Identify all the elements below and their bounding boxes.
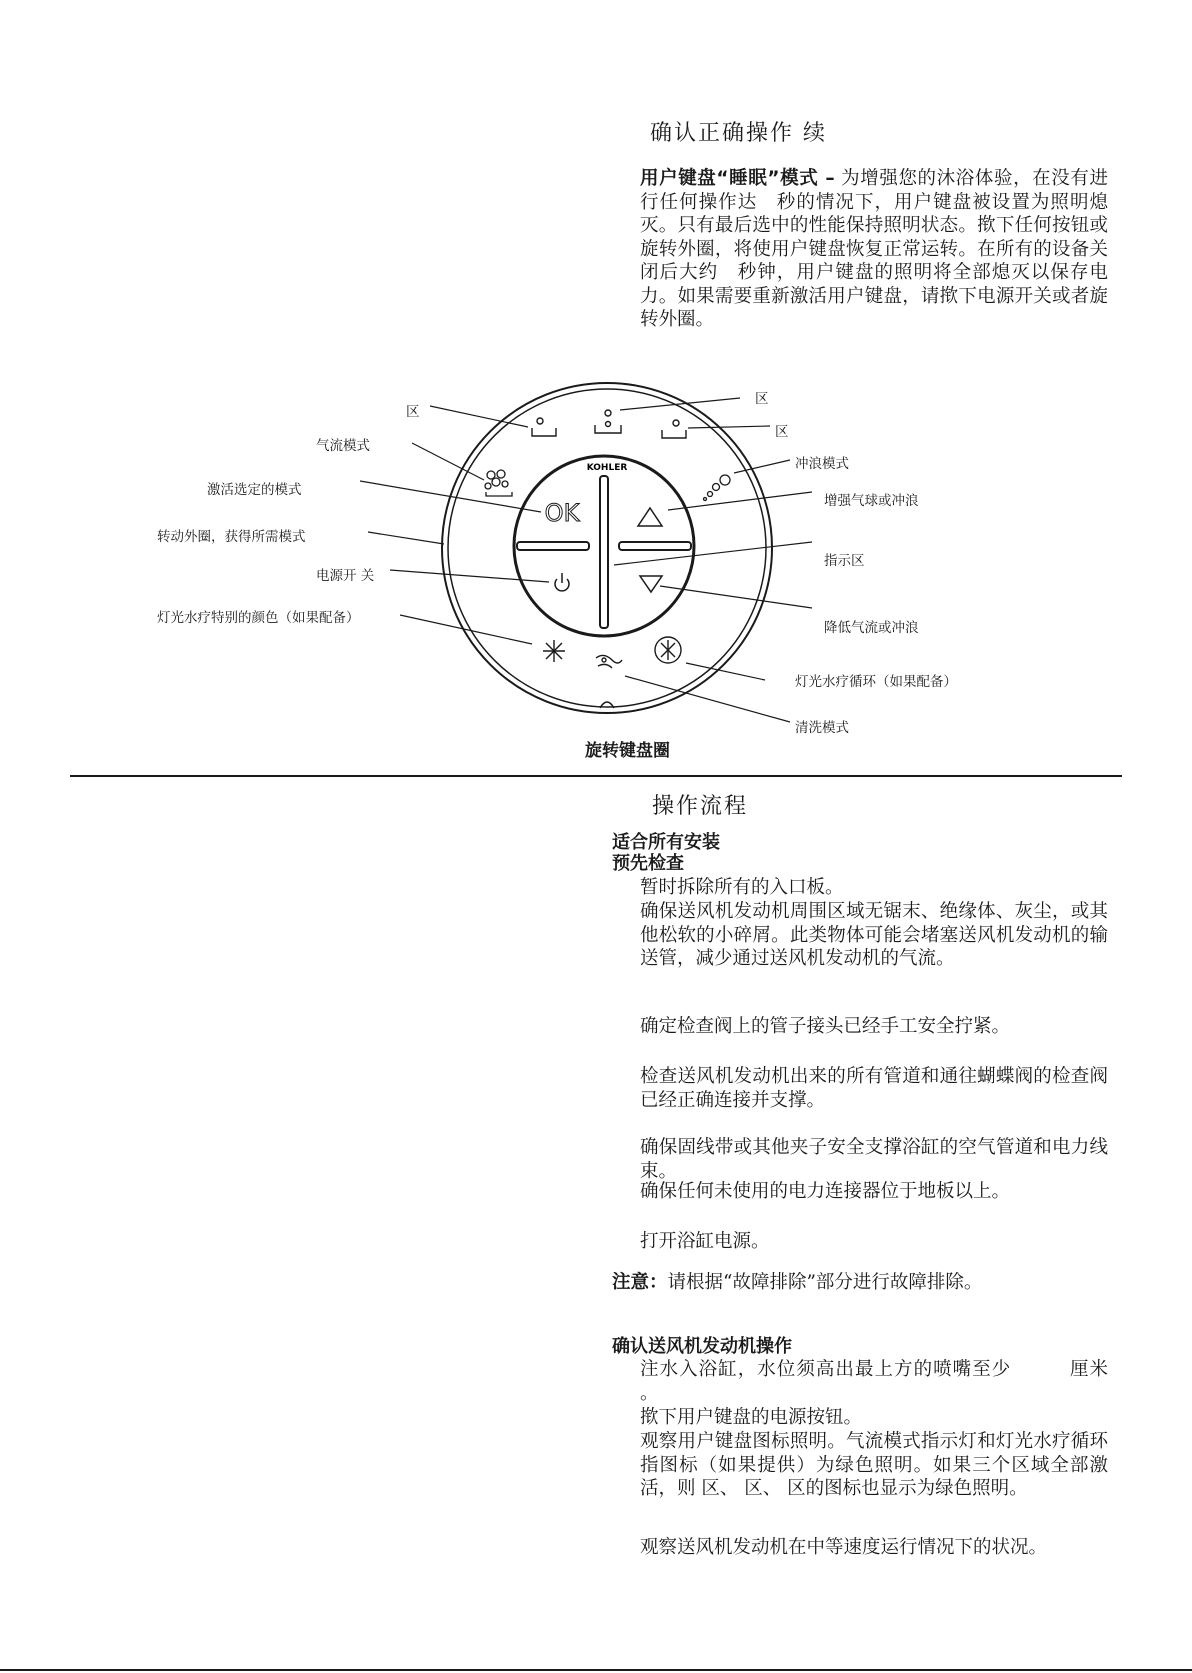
diagram-caption: 旋转键盘圈 [585,741,670,761]
surge-mode-icon[interactable] [704,475,731,501]
ok-button[interactable]: OK [544,499,580,527]
sleep-mode-body: 为增强您的沐浴体验，在没有进行任何操作达 秒的情况下，用户键盘被设置为照明熄灭。只有最后选中的性能保持照明状态。揿下任何按钮或旋转外圈，将使用户键盘恢复正常运转。在所有的设备关闭后大约 秒钟，用户键盘的照明将全部熄灭以保存电力。如果需要重新激活用户键盘，请揿下电源开关或者旋转外圈。 [640,168,1108,330]
left-bar [517,542,589,550]
step-connectors-above-floor: 确保任何未使用的电力连接器位于地板以上。 [640,1181,1011,1202]
increase-button[interactable] [638,508,662,526]
label-zone-c: 区 [775,424,789,440]
decrease-button[interactable] [640,576,662,592]
keypad-diagram [0,370,1192,740]
power-button[interactable] [555,573,569,591]
subhead-confirm-blower: 确认送风机发动机操作 [612,1336,792,1357]
zone-1-icon[interactable] [532,418,556,436]
sleep-mode-paragraph [640,167,1108,332]
step-check-valve-fittings: 确定检查阀上的管子接头已经手工安全拧紧。 [640,1016,1011,1037]
right-bar [619,542,691,550]
zone-3-icon[interactable] [662,420,686,438]
light-color-icon[interactable] [543,640,565,662]
vertical-bar [600,476,608,628]
page-bottom-rule [0,1669,1192,1671]
subhead-pre-check: 预先检查 [612,853,684,874]
label-airflow-mode: 气流模式 [316,438,370,454]
note-label: 注意： [612,1272,668,1293]
light-cycle-icon[interactable] [655,637,681,663]
section-divider [70,775,1122,777]
step-observe-blower: 观察送风机发动机在中等速度运行情况下的状况。 [640,1537,1048,1558]
label-zone-a: 区 [406,404,420,420]
label-light-cycle: 灯光水疗循环（如果配备） [795,674,957,690]
step-check-piping: 检查送风机发动机出来的所有管道和通往蝴蝶阀的检查阀已经正确连接并支撑。 [640,1066,1108,1111]
label-rotate-ring: 转动外圈，获得所需模式 [157,529,306,545]
center-disc [514,456,694,636]
step-clear-debris: 确保送风机发动机周围区域无锯末、绝缘体、灰尘，或其他松软的小碎屑。此类物体可能会堵塞送风机发动机的输送管，减少通过送风机发动机的气流。 [640,901,1108,969]
step-observe-icons: 观察用户键盘图标照明。气流模式指示灯和灯光水疗循环指图标（如果提供）为绿色照明。如果三个区域全部激活，则 区、 区、 区的图标也显示为绿色照明。 [640,1431,1108,1499]
subhead-all-installations: 适合所有安装 [612,832,720,853]
sleep-mode-lead: 用户键盘“睡眠”模式 – [640,168,835,189]
purge-mode-icon[interactable] [596,655,622,668]
note-text: 请根据“故障排除”部分进行故障排除。 [667,1272,983,1293]
kohler-brand: KOHLER [586,463,628,473]
leader-lines [360,398,812,722]
airflow-mode-icon[interactable] [485,470,512,496]
section-title-operation-process: 操作流程 [652,794,749,819]
label-activate-mode: 激活选定的模式 [207,482,302,498]
step-remove-panels: 暂时拆除所有的入口板。 [640,877,844,898]
step-fill-tub: 注水入浴缸，水位须高出最上方的喷嘴至少 厘米 。 [640,1359,1108,1404]
label-zone-b: 区 [755,391,769,407]
section-title-confirm-operation: 确认正确操作 续 [650,121,827,146]
label-indicator: 指示区 [824,553,865,569]
zone-2-icon[interactable] [595,410,621,433]
label-increase: 增强气球或冲浪 [824,493,919,509]
label-purge-mode: 清洗模式 [795,720,849,736]
step-secure-straps: 确保固线带或其他夹子安全支撑浴缸的空气管道和电力线束。 [640,1137,1108,1182]
step-power-on: 打开浴缸电源。 [640,1231,770,1252]
step-press-power: 揿下用户键盘的电源按钮。 [640,1407,863,1428]
label-power-switch: 电源开 关 [316,568,375,584]
note-troubleshooting [612,1271,982,1295]
label-light-color: 灯光水疗特别的颜色（如果配备） [157,610,360,626]
label-surge-mode: 冲浪模式 [795,456,849,472]
label-decrease: 降低气流或冲浪 [824,620,919,636]
